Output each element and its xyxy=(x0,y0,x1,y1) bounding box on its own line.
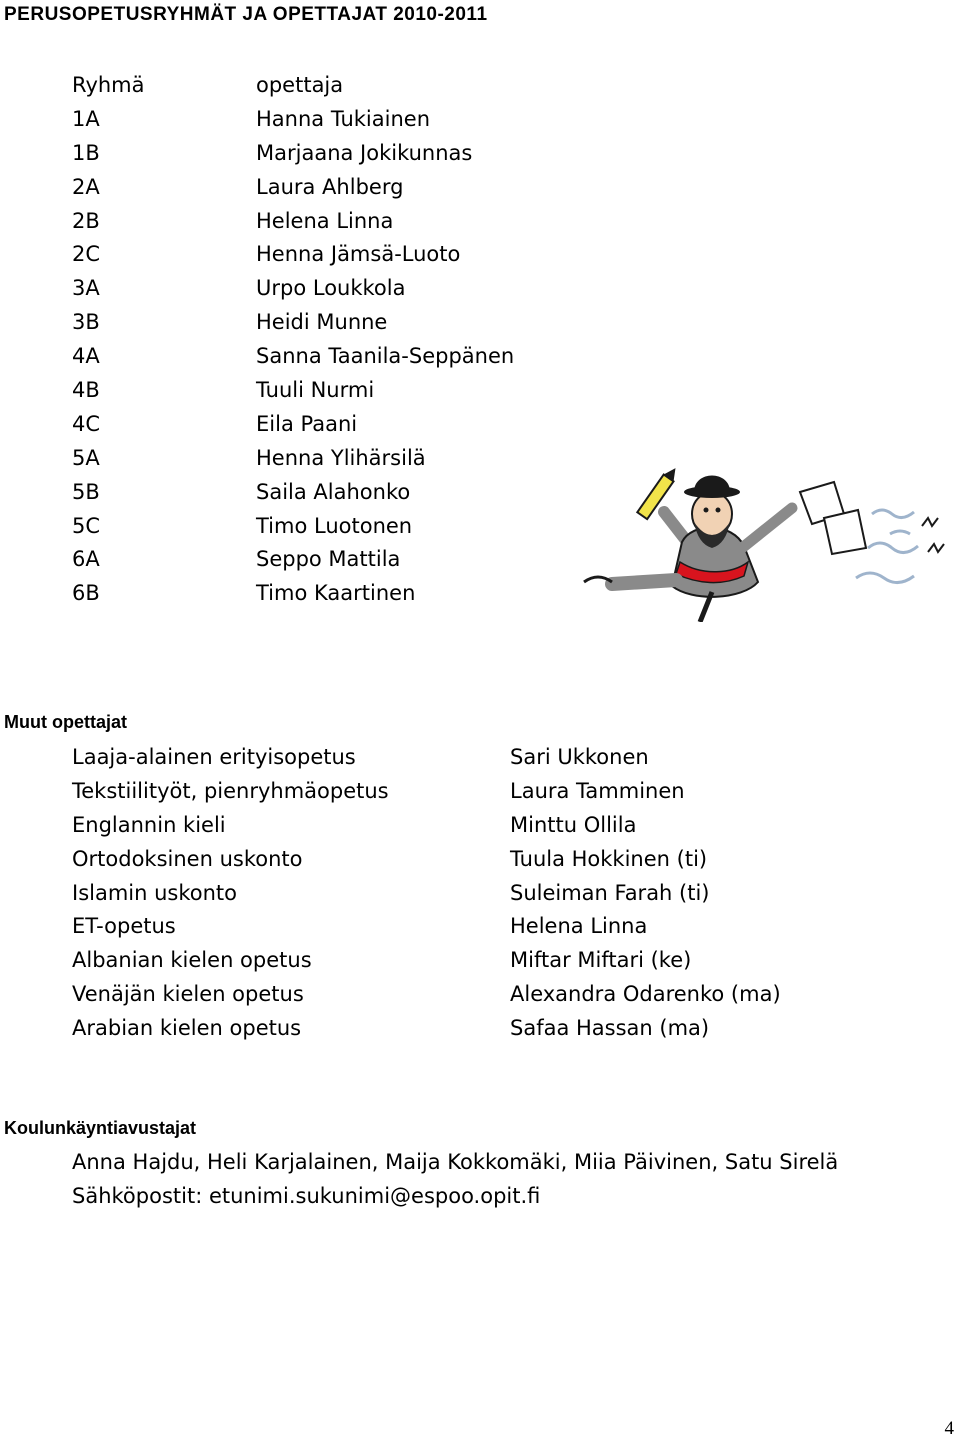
page-number: 4 xyxy=(944,1418,954,1439)
group-row xyxy=(72,339,514,373)
other-teacher-row xyxy=(72,740,781,774)
group-teacher: Timo Luotonen xyxy=(256,513,413,538)
teacher-name: Sari Ukkonen xyxy=(510,744,649,769)
group-row xyxy=(72,373,514,407)
group-code: 5C xyxy=(72,513,101,538)
teacher-name: Suleiman Farah (ti) xyxy=(510,880,710,905)
groups-header-code: Ryhmä xyxy=(72,72,145,97)
group-code: 2B xyxy=(72,208,100,233)
group-teacher: Eila Paani xyxy=(256,411,358,436)
group-code: 5B xyxy=(72,479,100,504)
group-code: 4A xyxy=(72,344,100,369)
group-teacher: Heidi Munne xyxy=(256,310,388,335)
teacher-name: Minttu Ollila xyxy=(510,812,637,837)
group-row xyxy=(72,441,514,475)
teacher-name: Helena Linna xyxy=(510,914,648,939)
group-code: 4B xyxy=(72,377,100,402)
group-teacher: Urpo Loukkola xyxy=(256,276,406,301)
other-teachers-table xyxy=(72,740,781,1045)
group-code: 3A xyxy=(72,276,100,301)
group-code: 1A xyxy=(72,106,100,131)
teacher-name: Tuula Hokkinen (ti) xyxy=(510,846,708,871)
subject: Venäjän kielen opetus xyxy=(72,982,304,1007)
subject: Ortodoksinen uskonto xyxy=(72,846,303,871)
other-teacher-row xyxy=(72,943,781,977)
group-code: 1B xyxy=(72,140,100,165)
group-teacher: Sanna Taanila-Seppänen xyxy=(256,344,515,369)
group-teacher: Laura Ahlberg xyxy=(256,174,404,199)
assistants-heading: Koulunkäyntiavustajat xyxy=(4,1118,197,1138)
group-row xyxy=(72,305,514,339)
subject: Arabian kielen opetus xyxy=(72,1016,302,1041)
group-row xyxy=(72,204,514,238)
group-teacher: Saila Alahonko xyxy=(256,479,411,504)
group-teacher: Hanna Tukiainen xyxy=(256,106,431,131)
group-code: 6A xyxy=(72,547,100,572)
assistants-block xyxy=(72,1145,838,1213)
subject: ET-opetus xyxy=(72,914,176,939)
cartoon-teacher-icon xyxy=(572,452,952,626)
group-teacher: Helena Linna xyxy=(256,208,394,233)
group-teacher: Seppo Mattila xyxy=(256,547,401,572)
group-teacher: Henna Jämsä-Luoto xyxy=(256,242,461,267)
group-row xyxy=(72,102,514,136)
group-teacher: Marjaana Jokikunnas xyxy=(256,140,473,165)
teacher-name: Miftar Miftari (ke) xyxy=(510,948,692,973)
group-row xyxy=(72,407,514,441)
subject: Tekstiilityöt, pienryhmäopetus xyxy=(72,778,389,803)
group-row xyxy=(72,271,514,305)
groups-header-row xyxy=(72,68,514,102)
other-teacher-row xyxy=(72,876,781,910)
group-code: 3B xyxy=(72,310,100,335)
other-teacher-row xyxy=(72,808,781,842)
group-row xyxy=(72,475,514,509)
group-teacher: Timo Kaartinen xyxy=(256,581,416,606)
groups-header-teacher: opettaja xyxy=(256,72,344,97)
group-code: 4C xyxy=(72,411,101,436)
group-teacher: Tuuli Nurmi xyxy=(256,377,375,402)
group-row xyxy=(72,576,514,610)
assistants-names: Anna Hajdu, Heli Karjalainen, Maija Kokkomäki, Miia Päivinen, Satu Sirelä xyxy=(72,1150,839,1174)
group-row xyxy=(72,542,514,576)
other-teacher-row xyxy=(72,977,781,1011)
group-row xyxy=(72,509,514,543)
subject: Laaja-alainen erityisopetus xyxy=(72,744,356,769)
other-teacher-row xyxy=(72,1011,781,1045)
group-code: 2A xyxy=(72,174,100,199)
other-teachers-heading: Muut opettajat xyxy=(4,712,127,732)
teacher-name: Laura Tamminen xyxy=(510,778,685,803)
group-code: 2C xyxy=(72,242,101,267)
subject: Albanian kielen opetus xyxy=(72,948,312,973)
groups-table xyxy=(72,68,514,610)
other-teacher-row xyxy=(72,774,781,808)
email-note: Sähköpostit: etunimi.sukunimi@espoo.opit.fi xyxy=(72,1184,541,1208)
other-teacher-row xyxy=(72,842,781,876)
other-teacher-row xyxy=(72,909,781,943)
teacher-name: Safaa Hassan (ma) xyxy=(510,1016,710,1041)
group-code: 5A xyxy=(72,445,100,470)
group-teacher: Henna Ylihärsilä xyxy=(256,445,426,470)
subject: Islamin uskonto xyxy=(72,880,238,905)
page-title: PERUSOPETUSRYHMÄT JA OPETTAJAT 2010-2011 xyxy=(4,4,488,25)
group-row xyxy=(72,237,514,271)
subject: Englannin kieli xyxy=(72,812,226,837)
group-row xyxy=(72,170,514,204)
teacher-name: Alexandra Odarenko (ma) xyxy=(510,982,781,1007)
group-row xyxy=(72,136,514,170)
group-code: 6B xyxy=(72,581,100,606)
